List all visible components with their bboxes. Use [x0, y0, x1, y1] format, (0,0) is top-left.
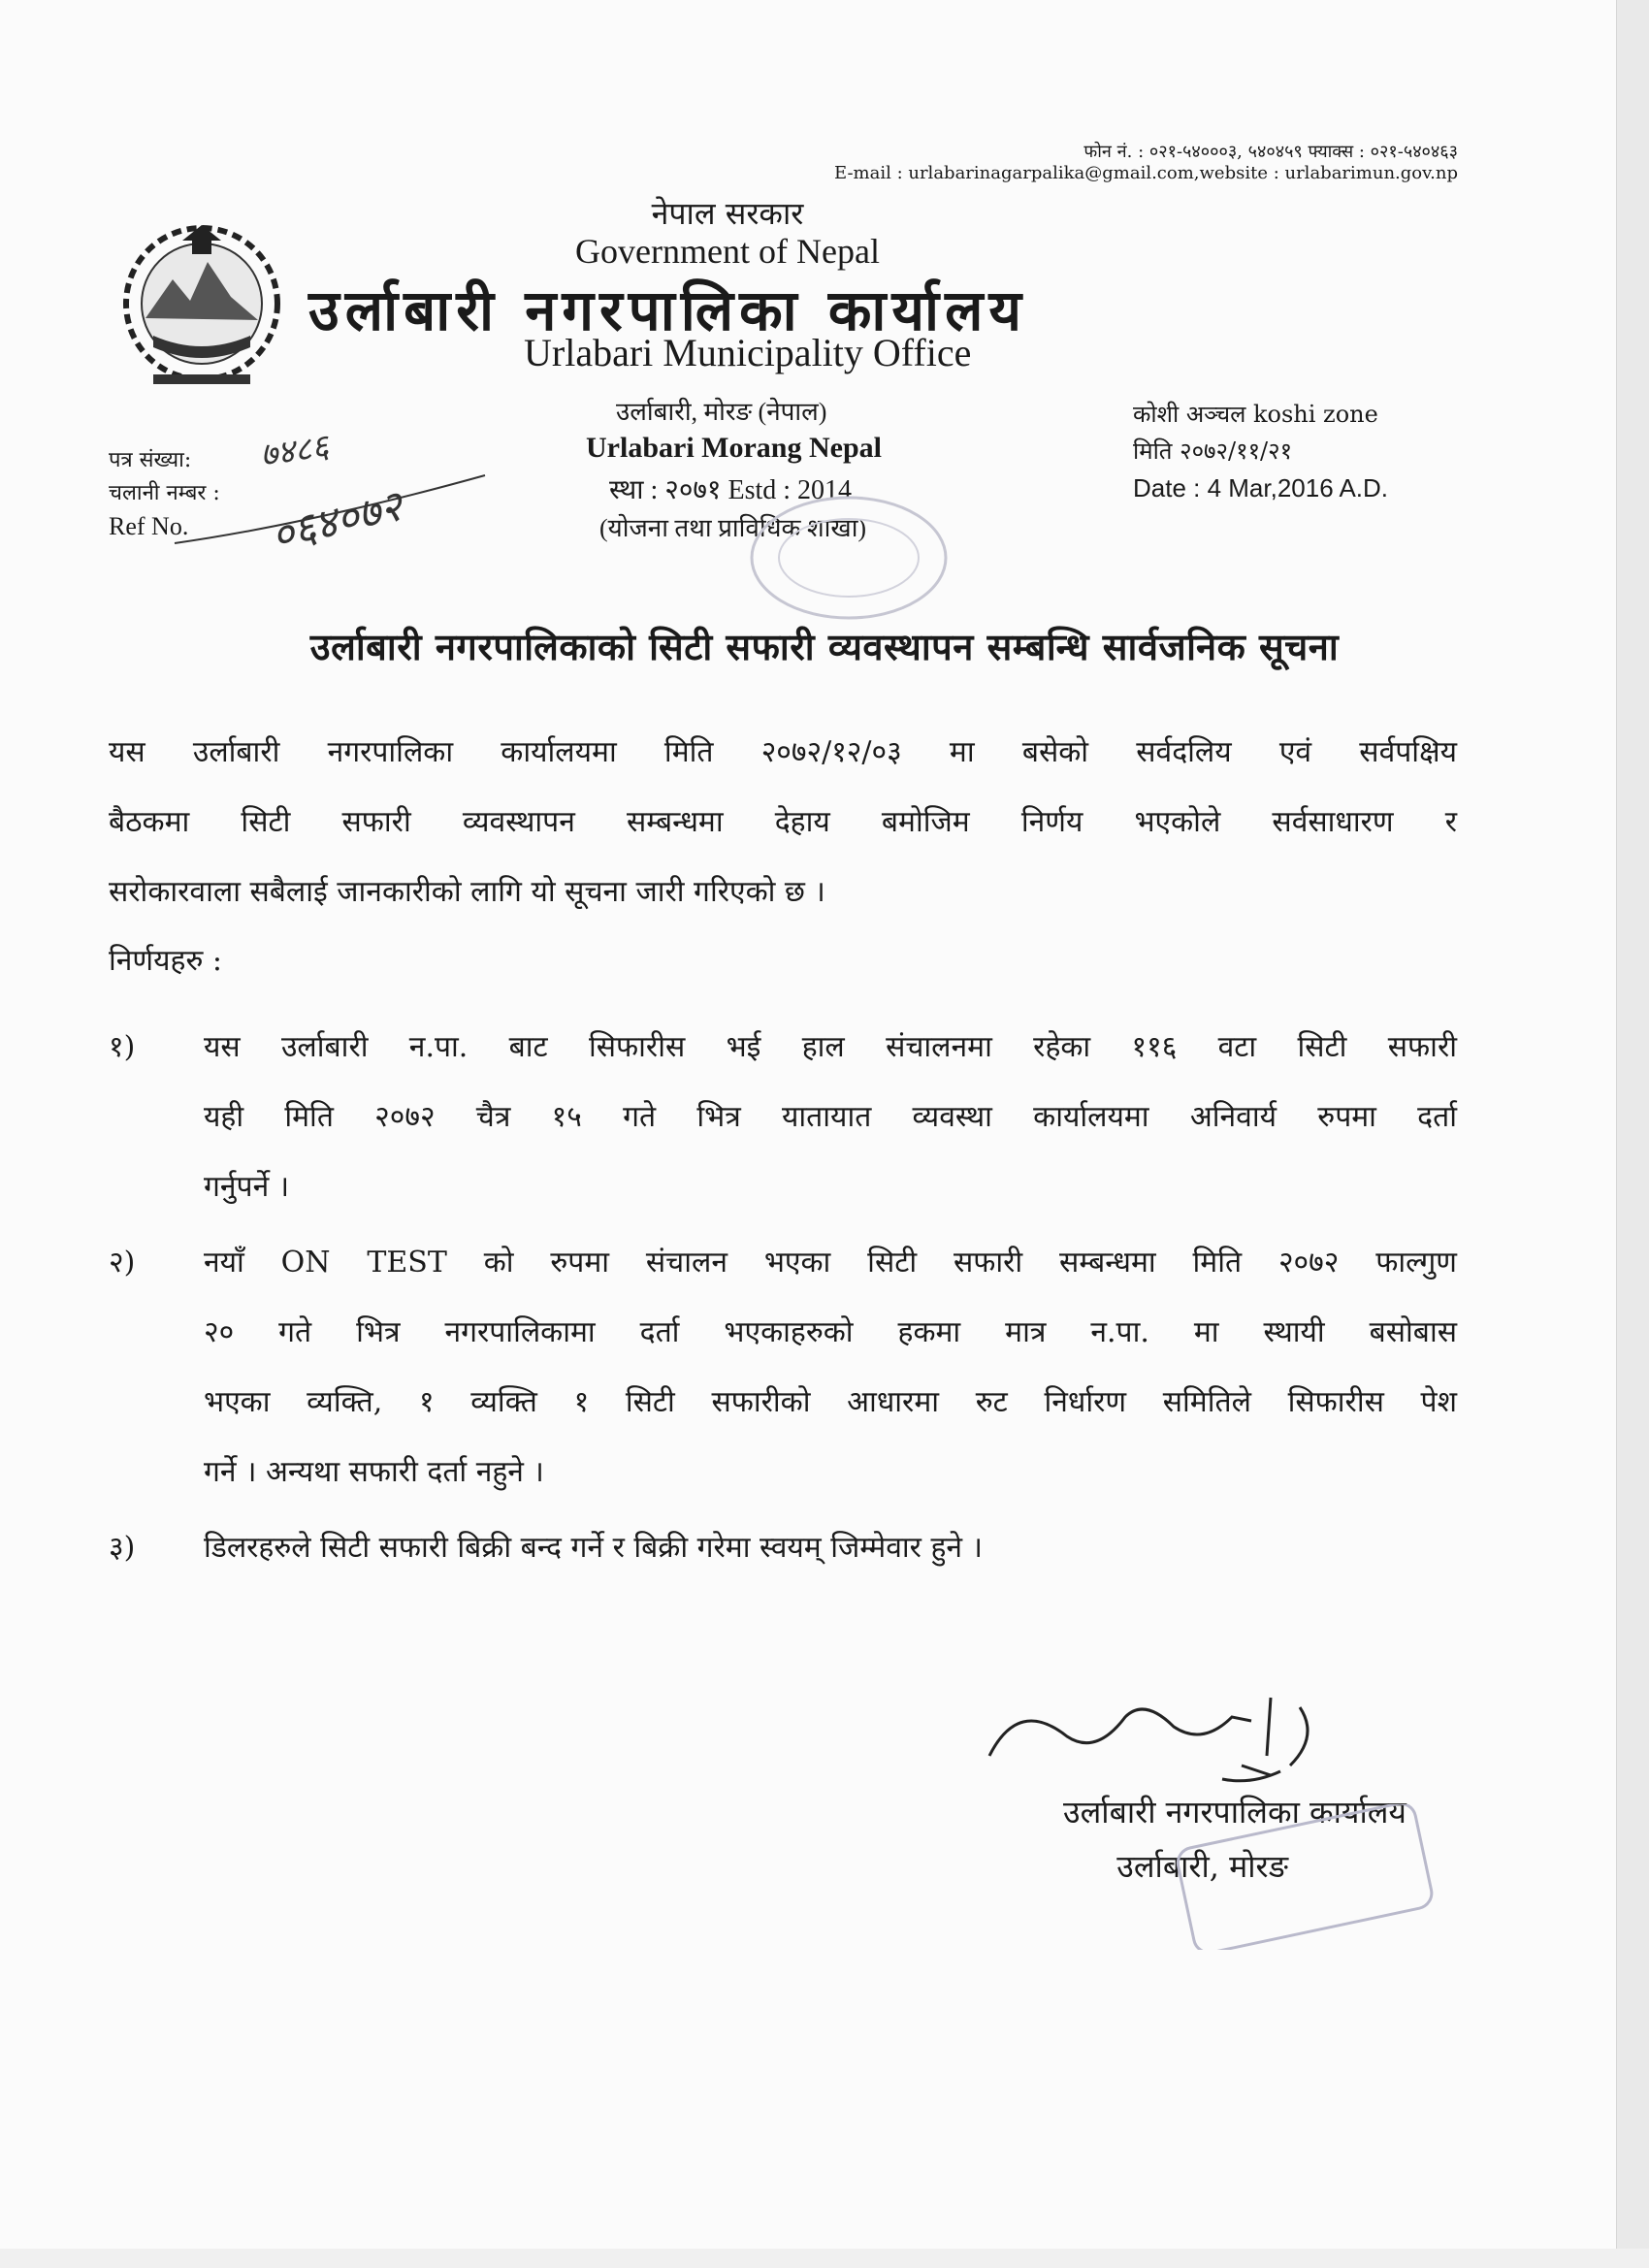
- notice-intro: [109, 718, 1457, 927]
- established: स्था : २०७१ Estd : 2014: [609, 475, 853, 505]
- scan-edge-bottom: [0, 2249, 1649, 2268]
- decision-item: [109, 1013, 1457, 1222]
- intro-line: यस उर्लाबारी नगरपालिका कार्यालयमा मिति २०७२/१२/०३ मा बसेको सर्वदलिय एवं सर्वपक्षिय: [109, 735, 1457, 769]
- decision-line: नयाँ ON TEST को रुपमा संचालन भएका सिटी सफारी सम्बन्धमा मिति २०७२ फाल्गुण: [204, 1246, 1457, 1280]
- decision-line: गर्नुपर्ने ।: [204, 1170, 290, 1204]
- decision-line: २० गते भित्र नगरपालिकामा दर्ता भएकाहरुको हकमा मात्र न.पा. मा स्थायी बसोबास: [204, 1315, 1457, 1349]
- address-english: Urlabari Morang Nepal: [586, 432, 882, 464]
- handwritten-dispatch-no: ०६४०७२: [266, 481, 408, 562]
- decision-line: यही मिति २०७२ चैत्र १५ गते भित्र यातायात व्यवस्था कार्यालयमा अनिवार्य रुपमा दर्ता: [204, 1100, 1457, 1134]
- handwritten-stroke: [155, 456, 504, 572]
- branch: (योजना तथा प्राविधिक शाखा): [599, 514, 867, 542]
- gov-nepali: नेपाल सरकार: [651, 195, 804, 232]
- ref-no-label: Ref No.: [109, 512, 189, 540]
- intro-line: सरोकारवाला सबैलाई जानकारीको लागि यो सूचना जारी गरिएको छ ।: [109, 875, 825, 909]
- contact-web: E-mail : urlabarinagarpalika@gmail.com,website : urlabarimun.gov.np: [833, 163, 1458, 183]
- decisions-label: निर्णयहरु :: [109, 944, 223, 978]
- decision-line: डिलरहरुले सिटी सफारी बिक्री बन्द गर्ने र बिक्री गरेमा स्वयम् जिम्मेवार हुने ।: [204, 1531, 983, 1565]
- signature-place: उर्लाबारी, मोरङ: [1116, 1848, 1288, 1885]
- office-name-nepali: उर्लाबारी नगरपालिका कार्यालय: [308, 277, 1028, 343]
- decision-list: [109, 1013, 1457, 1589]
- office-name-english: Urlabari Municipality Office: [524, 331, 972, 374]
- decision-item: [109, 1228, 1457, 1507]
- handwritten-letter-no: ७४८६: [257, 427, 332, 475]
- signature-scribble: [980, 1678, 1387, 1795]
- intro-line: बैठकमा सिटी सफारी व्यवस्थापन सम्बन्धमा देहाय बमोजिम निर्णय भएकोले सर्वसाधारण र: [109, 805, 1457, 839]
- decision-line: गर्ने । अन्यथा सफारी दर्ता नहुने ।: [204, 1455, 544, 1489]
- signature-office: उर्लाबारी नगरपालिका कार्यालय: [1063, 1794, 1406, 1831]
- letter-no-label: पत्र संख्या:: [109, 448, 192, 472]
- decision-number: १): [109, 1030, 136, 1064]
- decision-number: २): [109, 1246, 136, 1280]
- notice-title: उर्लाबारी नगरपालिकाको सिटी सफारी व्यवस्थापन सम्बन्धि सार्वजनिक सूचना: [309, 625, 1340, 668]
- address-nepali: उर्लाबारी, मोरङ (नेपाल): [616, 398, 827, 426]
- zone: कोशी अञ्चल koshi zone: [1133, 401, 1378, 428]
- decision-number: ३): [109, 1531, 136, 1565]
- scan-edge: [1616, 0, 1649, 2268]
- gov-english: Government of Nepal: [575, 232, 880, 271]
- decision-item: [109, 1513, 1457, 1583]
- decision-line: यस उर्लाबारी न.पा. बाट सिफारीस भई हाल संचालनमा रहेका ११६ वटा सिटी सफारी: [204, 1030, 1457, 1064]
- executive-stamp-faint: [1164, 1804, 1455, 1950]
- decision-line: भएका व्यक्ति, १ व्यक्ति १ सिटी सफारीको आधारमा रुट निर्धारण समितिले सिफारीस पेश: [204, 1385, 1457, 1419]
- date-nepali: मिति २०७२/११/२१: [1133, 437, 1293, 465]
- contact-phone: फोन नं. : ०२१-५४०००३, ५४०४५९ फ्याक्स : ०२१-५४०४६३: [1083, 142, 1458, 162]
- date-english: Date : 4 Mar,2016 A.D.: [1133, 473, 1389, 502]
- dispatch-no-label: चलानी नम्बर :: [109, 481, 220, 505]
- office-stamp-faint: [737, 485, 960, 631]
